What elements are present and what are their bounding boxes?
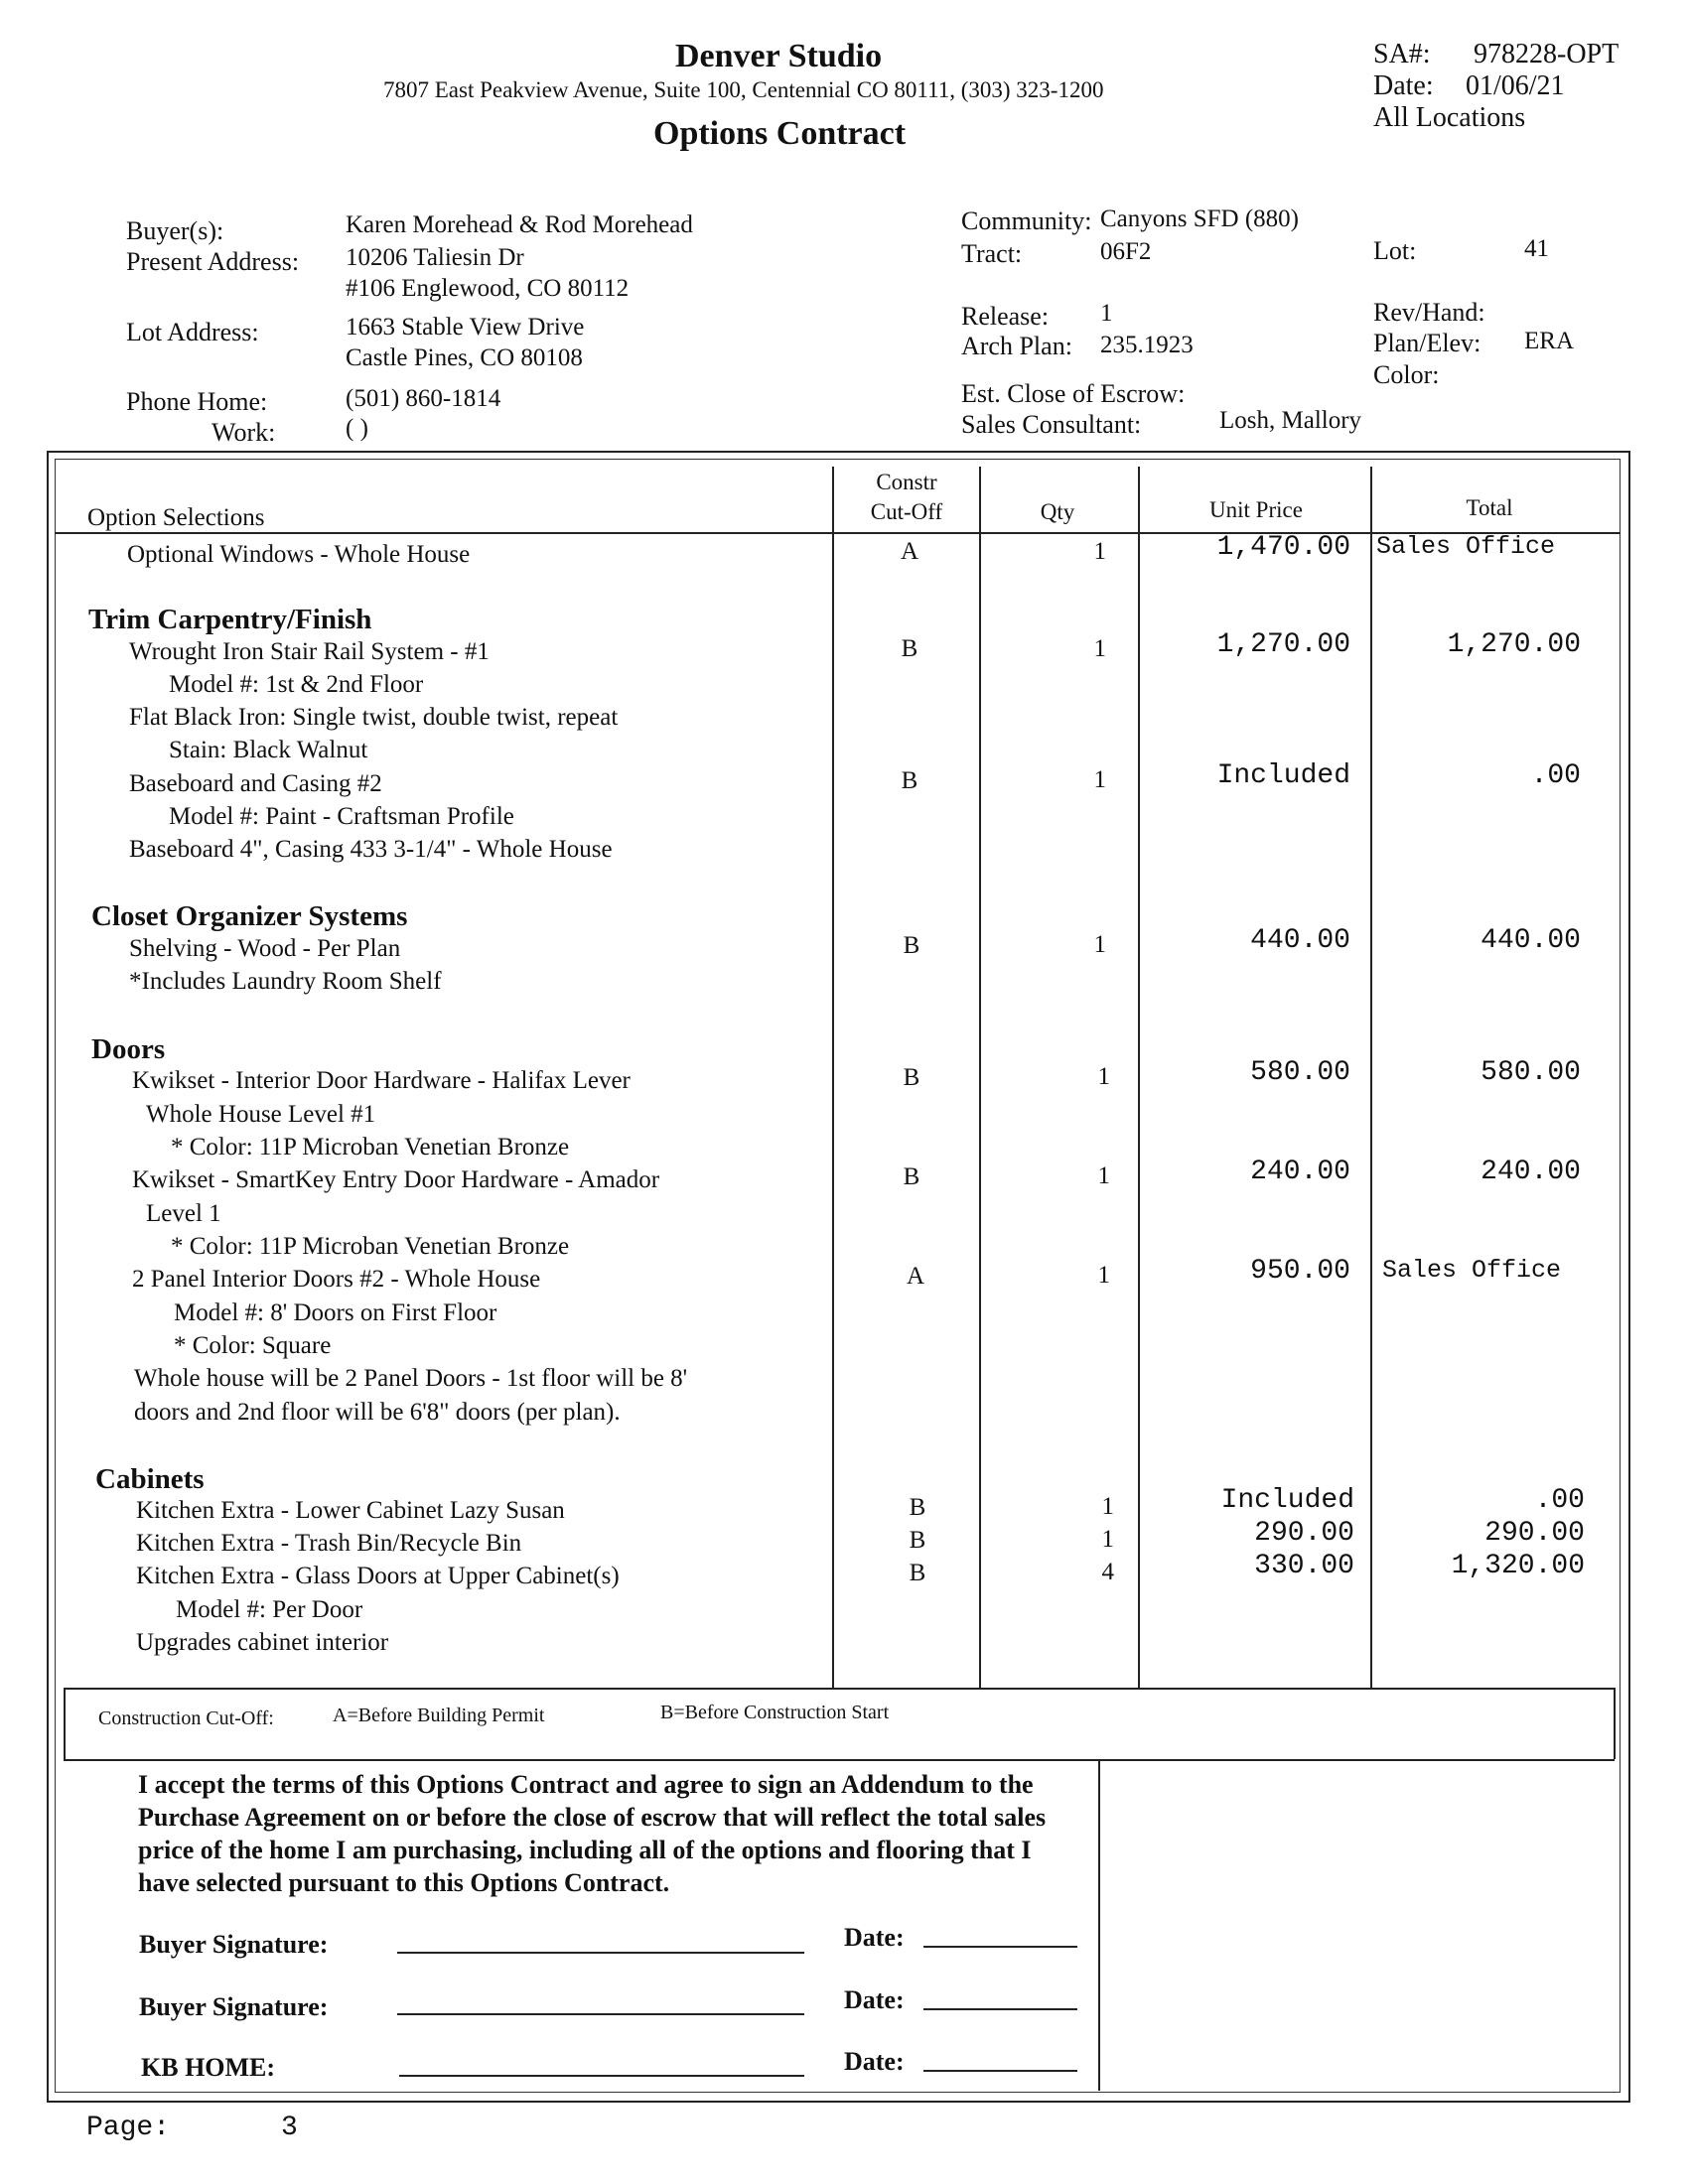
column-divider [1370, 467, 1372, 1688]
section-heading-trim: Trim Carpentry/Finish [88, 604, 372, 635]
date-label-3: Date: [844, 2047, 905, 2076]
date-line-1[interactable] [923, 1946, 1077, 1948]
arch-plan-label: Arch Plan: [961, 332, 1072, 360]
option-detail: Model #: Paint - Craftsman Profile [169, 803, 514, 830]
section-heading-closet: Closet Organizer Systems [91, 900, 408, 932]
option-detail: Level 1 [146, 1200, 221, 1227]
option-unit-price: 1,470.00 [1216, 532, 1350, 563]
option-item: Optional Windows - Whole House [127, 541, 471, 568]
cutoff-legend-b: B=Before Construction Start [660, 1702, 890, 1723]
option-unit-price: 580.00 [1250, 1057, 1350, 1088]
kb-home-signature-line[interactable] [399, 2075, 804, 2077]
work-label: Work: [212, 418, 276, 447]
date-label: Date: [1373, 70, 1434, 101]
col-header-total: Total [1466, 495, 1513, 520]
col-header-cutoff-2: Cut-Off [870, 499, 943, 524]
option-item: Shelving - Wood - Per Plan [129, 935, 401, 962]
option-cutoff: B [901, 635, 918, 662]
option-cutoff: B [909, 1527, 926, 1554]
option-item: Kitchen Extra - Lower Cabinet Lazy Susan [136, 1497, 565, 1524]
est-close-label: Est. Close of Escrow: [961, 379, 1186, 408]
option-detail: Model #: Per Door [176, 1596, 363, 1623]
sa-label: SA#: [1373, 39, 1431, 69]
option-detail: Model #: 8' Doors on First Floor [174, 1299, 497, 1326]
option-cutoff: A [900, 538, 919, 565]
company-name: Denver Studio [675, 38, 883, 74]
buyer-signature-label: Buyer Signature: [139, 1930, 329, 1959]
buyer-signature-label-2: Buyer Signature: [139, 1992, 329, 2021]
col-header-option: Option Selections [87, 504, 265, 531]
rev-hand-label: Rev/Hand: [1373, 298, 1485, 327]
buyers-label: Buyer(s): [126, 216, 224, 245]
option-unit-price: Included [1216, 760, 1350, 791]
column-divider [832, 467, 834, 1688]
sa-number: 978228-OPT [1474, 39, 1620, 69]
option-unit-price: 330.00 [1254, 1551, 1354, 1581]
cutoff-legend-a: A=Before Building Permit [333, 1705, 545, 1726]
option-unit-price: 240.00 [1250, 1157, 1350, 1187]
column-divider [1138, 467, 1140, 1688]
option-cutoff: B [909, 1494, 926, 1521]
plan-elev-value: ERA [1524, 328, 1574, 354]
option-item: Kwikset - Interior Door Hardware - Halifax Lever [132, 1067, 631, 1094]
option-detail: * Color: 11P Microban Venetian Bronze [171, 1233, 570, 1260]
date-label-2: Date: [844, 1985, 905, 2014]
color-label: Color: [1373, 360, 1440, 389]
section-heading-doors: Doors [91, 1033, 166, 1065]
present-address-line1: 10206 Taliesin Dr [346, 244, 524, 271]
lot-address-line1: 1663 Stable View Drive [346, 314, 585, 341]
legend-right-rule [1614, 1688, 1616, 1759]
buyers-value: Karen Morehead & Rod Morehead [346, 211, 693, 238]
option-detail: Baseboard 4", Casing 433 3-1/4" - Whole House [129, 836, 613, 863]
release-label: Release: [961, 302, 1050, 331]
option-unit-price: 950.00 [1250, 1256, 1350, 1287]
option-qty: 1 [1101, 1526, 1114, 1553]
option-detail: Stain: Black Walnut [169, 737, 368, 763]
option-detail: Model #: 1st & 2nd Floor [169, 671, 424, 698]
option-cutoff: A [906, 1263, 925, 1290]
option-unit-price: 440.00 [1250, 925, 1350, 956]
legend-left-rule [64, 1688, 66, 1759]
option-item: Baseboard and Casing #2 [129, 770, 382, 797]
option-item: Wrought Iron Stair Rail System - #1 [129, 638, 490, 665]
option-item: Kwikset - SmartKey Entry Door Hardware - Amador [132, 1166, 660, 1193]
option-cutoff: B [903, 932, 920, 959]
lot-value: 41 [1524, 235, 1549, 262]
option-detail: doors and 2nd floor will be 6'8" doors (per plan). [134, 1399, 621, 1426]
option-detail: *Includes Laundry Room Shelf [129, 968, 442, 995]
lot-label: Lot: [1373, 236, 1417, 265]
present-address-line2: #106 Englewood, CO 80112 [346, 275, 630, 302]
option-qty: 1 [1093, 538, 1106, 565]
kb-home-label: KB HOME: [141, 2053, 276, 2082]
sales-consultant-value: Losh, Mallory [1219, 407, 1362, 434]
option-total: 1,270.00 [1447, 629, 1581, 660]
acceptance-statement: I accept the terms of this Options Contract and agree to sign an Addendum to the Purchase Agreement on or before the close of escrow that will reflect the total sales price of the home I am purchasing, including all of the options and flooring that I have selected pursuant to this Options Contract. [138, 1770, 1047, 1897]
option-unit-price: Included [1220, 1485, 1354, 1516]
tract-label: Tract: [961, 239, 1023, 268]
col-header-unit-price: Unit Price [1209, 497, 1303, 522]
release-value: 1 [1100, 300, 1113, 327]
option-total: 440.00 [1480, 925, 1581, 956]
option-qty: 1 [1097, 1063, 1110, 1090]
option-detail: * Color: 11P Microban Venetian Bronze [171, 1134, 570, 1160]
option-qty: 4 [1101, 1559, 1114, 1585]
col-header-qty: Qty [1040, 499, 1075, 524]
legend-bottom-rule [64, 1759, 1615, 1761]
option-cutoff: B [903, 1163, 920, 1190]
option-total: 1,320.00 [1451, 1551, 1585, 1581]
cutoff-legend-label: Construction Cut-Off: [98, 1707, 274, 1729]
table-bottom-rule [64, 1688, 1615, 1690]
option-qty: 1 [1093, 931, 1106, 958]
option-qty: 1 [1101, 1493, 1114, 1520]
locations: All Locations [1373, 102, 1526, 133]
option-detail: Whole house will be 2 Panel Doors - 1st floor will be 8' [134, 1365, 688, 1392]
signature-area-divider [1098, 1759, 1100, 2091]
page-label: Page: [86, 2113, 171, 2143]
option-cutoff: B [909, 1560, 926, 1586]
document-title: Options Contract [653, 115, 907, 152]
option-total: Sales Office [1382, 1256, 1562, 1285]
date-line-2[interactable] [923, 2008, 1077, 2010]
option-detail: Upgrades cabinet interior [136, 1629, 389, 1656]
phone-home-label: Phone Home: [126, 387, 268, 416]
option-total: Sales Office [1376, 532, 1556, 561]
present-address-label: Present Address: [126, 247, 300, 276]
option-item: Kitchen Extra - Glass Doors at Upper Cabinet(s) [136, 1563, 620, 1589]
option-unit-price: 1,270.00 [1216, 629, 1350, 660]
col-header-cutoff-1: Constr [876, 470, 937, 494]
tract-value: 06F2 [1100, 238, 1152, 265]
community-value: Canyons SFD (880) [1100, 205, 1300, 232]
option-total: 580.00 [1480, 1057, 1581, 1088]
option-qty: 1 [1093, 635, 1106, 662]
option-total: .00 [1534, 1485, 1585, 1516]
option-total: 290.00 [1484, 1518, 1585, 1549]
lot-address-line2: Castle Pines, CO 80108 [346, 344, 583, 371]
buyer-signature-line[interactable] [397, 1952, 804, 1954]
date-label-1: Date: [844, 1923, 905, 1952]
company-address: 7807 East Peakview Avenue, Suite 100, Centennial CO 80111, (303) 323-1200 [383, 77, 1104, 102]
column-divider [979, 467, 981, 1688]
buyer-signature-line-2[interactable] [397, 2013, 804, 2015]
option-total: 240.00 [1480, 1157, 1581, 1187]
contract-date: 01/06/21 [1466, 70, 1565, 101]
page-number: 3 [281, 2113, 298, 2143]
option-unit-price: 290.00 [1254, 1518, 1354, 1549]
option-cutoff: B [903, 1064, 920, 1091]
sales-consultant-label: Sales Consultant: [961, 410, 1142, 439]
lot-address-label: Lot Address: [126, 318, 259, 346]
option-item: Kitchen Extra - Trash Bin/Recycle Bin [136, 1530, 522, 1557]
arch-plan-value: 235.1923 [1100, 332, 1194, 358]
plan-elev-label: Plan/Elev: [1373, 329, 1481, 357]
option-detail: * Color: Square [174, 1332, 332, 1359]
phone-home-value: (501) 860-1814 [346, 385, 501, 412]
option-cutoff: B [901, 767, 918, 794]
option-detail: Whole House Level #1 [146, 1101, 376, 1128]
option-item: 2 Panel Interior Doors #2 - Whole House [132, 1266, 541, 1293]
community-label: Community: [961, 206, 1092, 235]
date-line-3[interactable] [923, 2070, 1077, 2072]
option-qty: 1 [1093, 766, 1106, 793]
section-heading-cabinets: Cabinets [95, 1463, 205, 1495]
work-value: ( ) [346, 415, 368, 442]
option-qty: 1 [1097, 1262, 1110, 1289]
option-qty: 1 [1097, 1162, 1110, 1189]
option-detail: Flat Black Iron: Single twist, double twist, repeat [129, 704, 619, 731]
option-total: .00 [1530, 760, 1581, 791]
